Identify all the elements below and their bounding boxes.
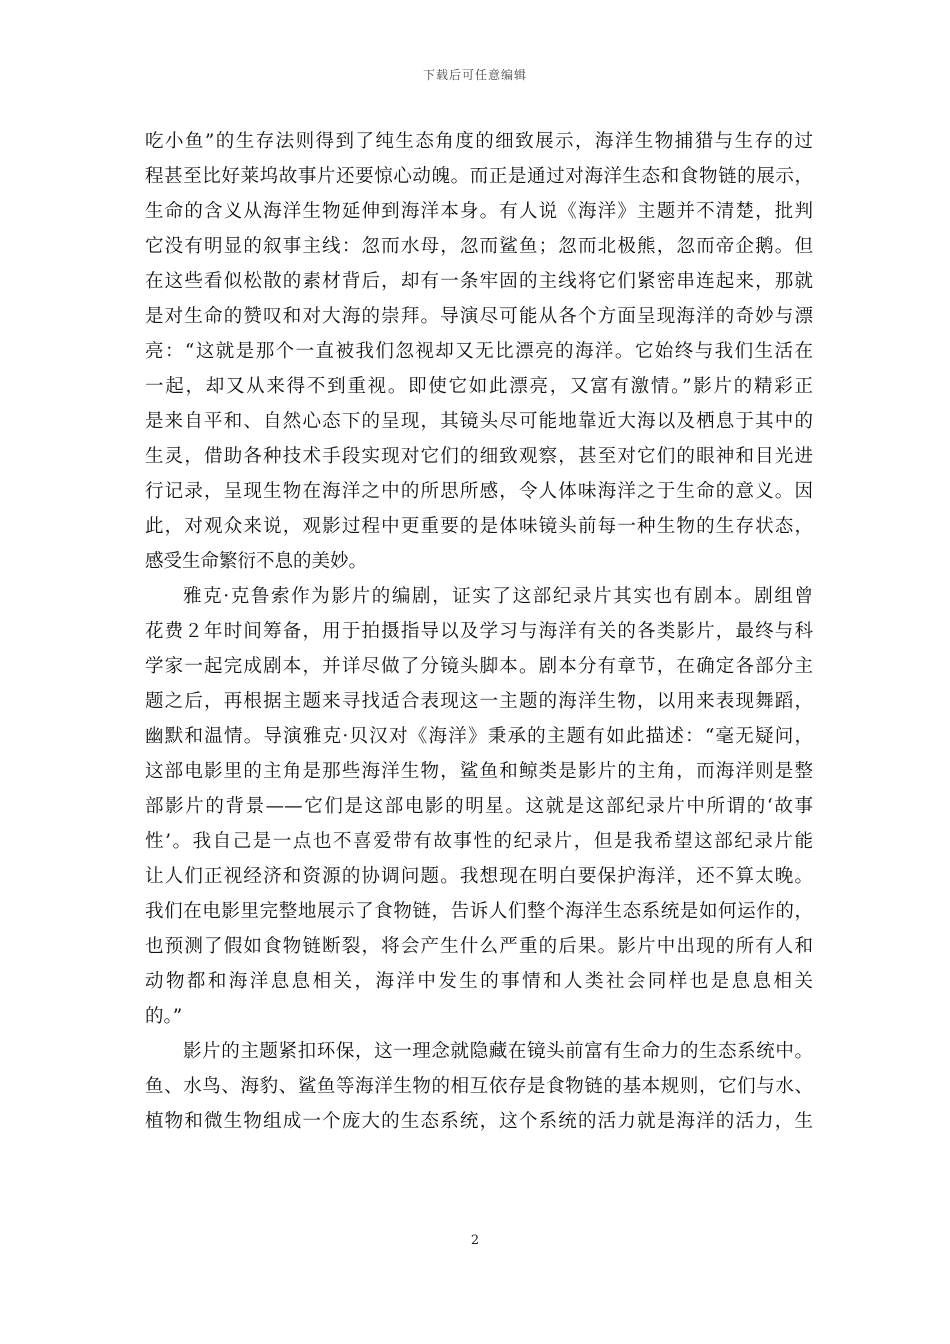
text-line: 性’。我自己是一点也不喜爱带有故事性的纪录片，但是我希望这部纪录片能 bbox=[145, 831, 813, 852]
page-header: 下载后可任意编辑 bbox=[422, 68, 527, 82]
text-line: 也预测了假如食物链断裂，将会产生什么严重的后果。影片中出现的所有人和 bbox=[145, 936, 813, 957]
paragraph bbox=[145, 1034, 813, 1139]
document-body bbox=[145, 124, 813, 1139]
text-line: 部影片的背景——它们是这部电影的明星。这就是这部纪录片中所谓的‘故事 bbox=[145, 796, 813, 817]
paragraph bbox=[145, 124, 813, 579]
text-line: 的。” bbox=[145, 1006, 183, 1027]
text-line: 一起，却又从来得不到重视。即使它如此漂亮，又富有激情。”影片的精彩正 bbox=[145, 376, 813, 397]
page-number: 2 bbox=[470, 1233, 480, 1248]
text-line: 它没有明显的叙事主线：忽而水母，忽而鲨鱼；忽而北极熊，忽而帝企鹅。但 bbox=[145, 236, 813, 257]
text-line: 程甚至比好莱坞故事片还要惊心动魄。而正是通过对海洋生态和食物链的展示， bbox=[145, 166, 813, 187]
text-line: 此，对观众来说，观影过程中更重要的是体味镜头前每一种生物的生存状态， bbox=[145, 516, 813, 537]
text-line: 生命的含义从海洋生物延伸到海洋本身。有人说《海洋》主题并不清楚，批判 bbox=[145, 201, 813, 222]
text-line: 幽默和温情。导演雅克·贝汉对《海洋》秉承的主题有如此描述：“毫无疑问， bbox=[145, 726, 813, 747]
text-line: 亮：“这就是那个一直被我们忽视却又无比漂亮的海洋。它始终与我们生活在 bbox=[145, 341, 813, 362]
text-line: 题之后，再根据主题来寻找适合表现这一主题的海洋生物，以用来表现舞蹈， bbox=[145, 691, 813, 712]
text-line: 鱼、水鸟、海豹、鲨鱼等海洋生物的相互依存是食物链的基本规则，它们与水、 bbox=[145, 1076, 813, 1097]
text-line: 花费２年时间筹备，用于拍摄指导以及学习与海洋有关的各类影片，最终与科 bbox=[145, 621, 813, 642]
text-line: 让人们正视经济和资源的协调问题。我想现在明白要保护海洋，还不算太晚。 bbox=[145, 866, 813, 887]
text-line: 这部电影里的主角是那些海洋生物，鲨鱼和鲸类是影片的主角，而海洋则是整 bbox=[145, 761, 813, 782]
text-line: 吃小鱼”的生存法则得到了纯生态角度的细致展示，海洋生物捕猎与生存的过 bbox=[145, 131, 813, 152]
text-line: 学家一起完成剧本，并详尽做了分镜头脚本。剧本分有章节，在确定各部分主 bbox=[145, 656, 813, 677]
text-line: 在这些看似松散的素材背后，却有一条牢固的主线将它们紧密串连起来，那就 bbox=[145, 271, 813, 292]
text-line: 是对生命的赞叹和对大海的崇拜。导演尽可能从各个方面呈现海洋的奇妙与漂 bbox=[145, 306, 813, 327]
text-line: 感受生命繁衍不息的美妙。 bbox=[145, 551, 368, 572]
text-line: 植物和微生物组成一个庞大的生态系统，这个系统的活力就是海洋的活力，生 bbox=[145, 1111, 813, 1132]
text-line: 雅克·克鲁索作为影片的编剧，证实了这部纪录片其实也有剧本。剧组曾 bbox=[183, 586, 813, 607]
paragraph bbox=[145, 579, 813, 1034]
text-line: 是来自平和、自然心态下的呈现，其镜头尽可能地靠近大海以及栖息于其中的 bbox=[145, 411, 813, 432]
text-line: 生灵，借助各种技术手段实现对它们的细致观察，甚至对它们的眼神和目光进 bbox=[145, 446, 813, 467]
text-line: 行记录，呈现生物在海洋之中的所思所感，令人体味海洋之于生命的意义。因 bbox=[145, 481, 813, 502]
text-line: 我们在电影里完整地展示了食物链，告诉人们整个海洋生态系统是如何运作的， bbox=[145, 901, 813, 922]
text-line: 影片的主题紧扣环保，这一理念就隐藏在镜头前富有生命力的生态系统中。 bbox=[183, 1041, 813, 1062]
text-line: 动物都和海洋息息相关，海洋中发生的事情和人类社会同样也是息息相关 bbox=[145, 971, 813, 992]
